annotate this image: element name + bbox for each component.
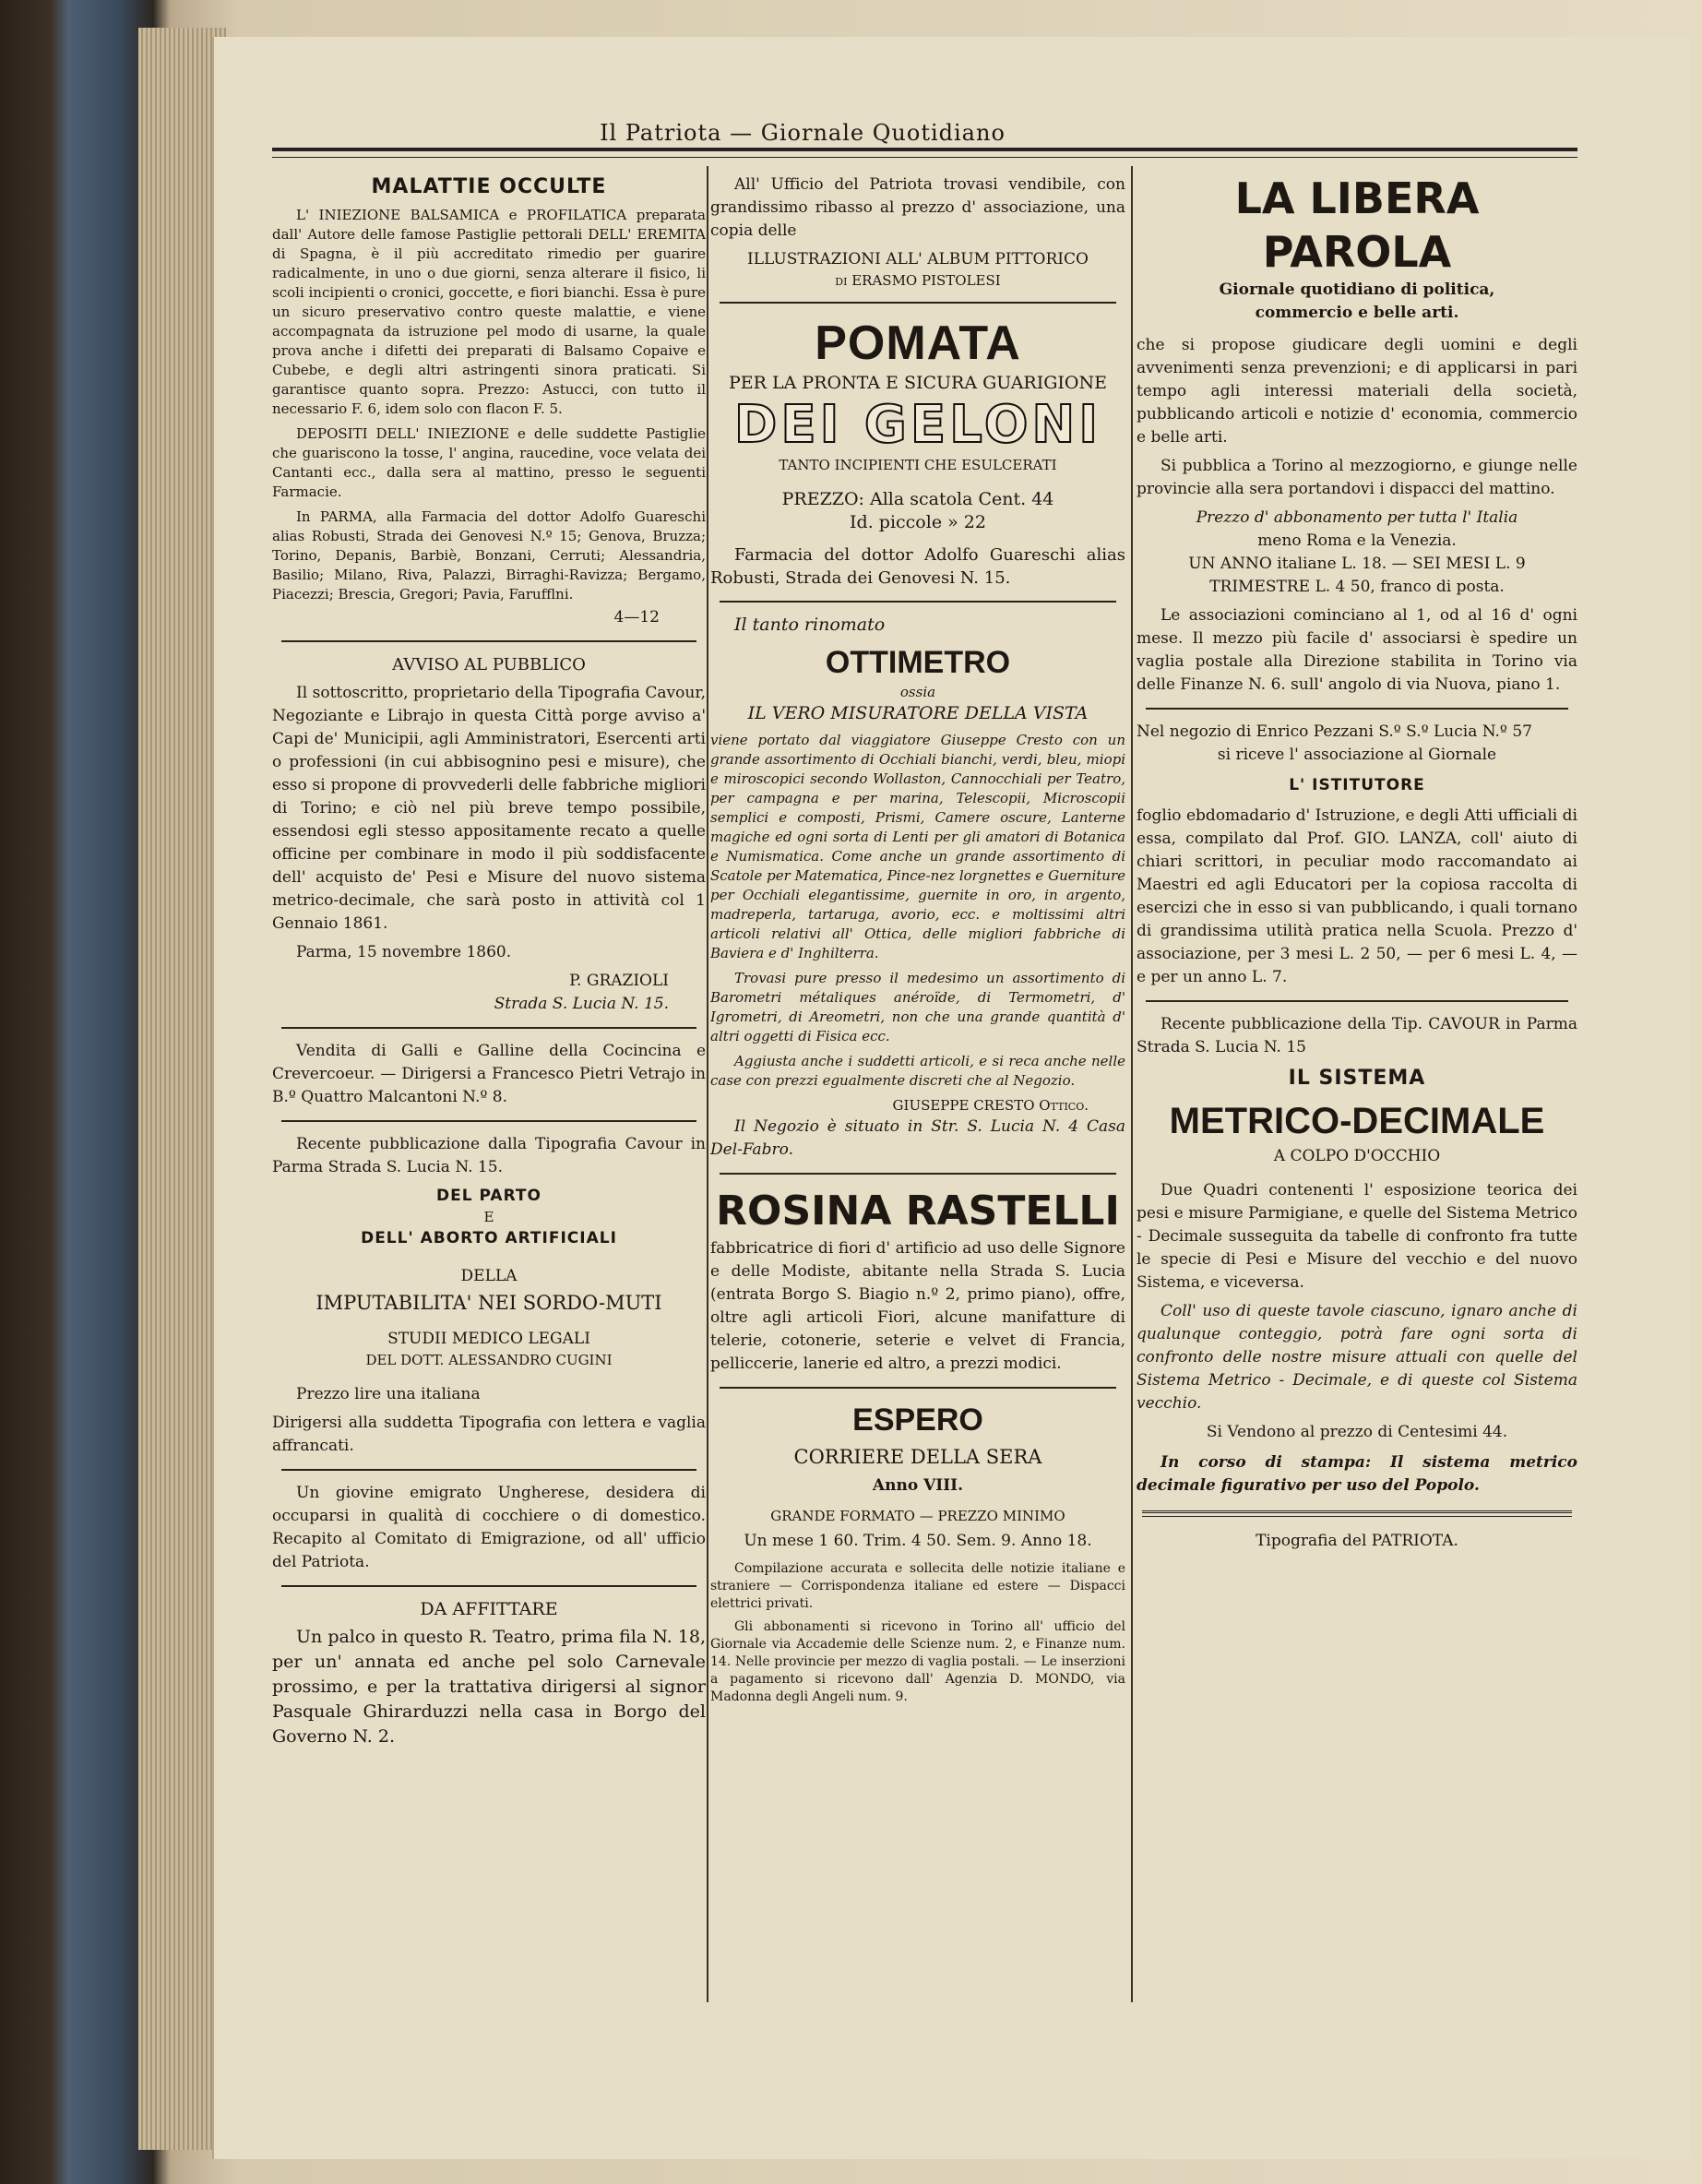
ufficio-author: di ERASMO PISTOLESI: [835, 272, 1001, 289]
istitutore-body: foglio ebdomadario d' Istruzione, e degli Atti ufficiali di essa, compilato dal Prof. GIO. LANZA, coll' aiuto di chiari scrittori, in peculiar modo raccomandato ai Maestri ed agli Educatori per la copiosa raccolta di esercizi che in esso si van pubblicando, i quali tornano di grandissima utilità pratica nella Scuola. Prezzo d' associazione, per 3 mesi L. 2 50, — per 6 mesi L. 4, — e per un anno L. 7.: [1137, 806, 1577, 986]
parto-contact: Dirigersi alla suddetta Tipografia con lettera e vaglia affrancati.: [272, 1414, 706, 1455]
pomata-small: TANTO INCIPIENTI CHE ESULCERATI: [779, 457, 1057, 473]
parto-title-3: DELL' ABORTO ARTIFICIALI: [361, 1229, 617, 1247]
parto-price: Prezzo lire una italiana: [296, 1385, 481, 1403]
sistema-p4: In corso di stampa: Il sistema metrico decimale figurativo per uso del Popolo.: [1137, 1453, 1577, 1495]
libera-p4: meno Roma e la Venezia.: [1257, 531, 1457, 550]
istitutore-intro-1: Nel negozio di Enrico Pezzani S.º S.º Lucia N.º 57: [1137, 722, 1532, 741]
running-title: Il Patriota — Giornale Quotidiano: [600, 120, 1006, 146]
libera-sub-1: Giornale quotidiano di politica,: [1219, 280, 1495, 299]
affittare-title: DA AFFITTARE: [420, 1599, 558, 1619]
sistema-title-1: IL SISTEMA: [1288, 1067, 1426, 1090]
ottimetro-sub: IL VERO MISURATORE DELLA VISTA: [747, 703, 1089, 723]
istitutore-title: L' ISTITUTORE: [1289, 776, 1425, 794]
divider: [281, 1120, 696, 1122]
affittare-body: Un palco in questo R. Teatro, prima fila N. 18, per un' annata ed anche pel solo Carnevale prossimo, e per la trattativa dirigersi al signor Pasquale Ghirarduzzi nella casa in Borgo del Governo N. 2.: [272, 1627, 706, 1747]
espero-p1: Compilazione accurata e sollecita delle notizie italiane e straniere — Corrispondenza italiane ed estere — Dispacci elettrici privati.: [710, 1561, 1125, 1611]
divider: [720, 1173, 1116, 1175]
espero-sub: CORRIERE DELLA SERA: [793, 1446, 1042, 1468]
parto-title-4: DELLA: [460, 1267, 518, 1285]
avviso-date: Parma, 15 novembre 1860.: [296, 943, 512, 961]
ottimetro-p2: Trovasi pure presso il medesimo un assortimento di Barometri métaliques anéroïde, di Termometri, d' Igrometri, di Areometri, non che una grande quantità d' altri oggetti di Fisica ecc.: [710, 970, 1125, 1044]
column-divider: [1131, 166, 1133, 2002]
ottimetro-p4: Il Negozio è situato in Str. S. Lucia N. 4 Casa Del-Fabro.: [710, 1117, 1125, 1159]
header-rule: [272, 148, 1577, 158]
libera-p5: UN ANNO italiane L. 18. — SEI MESI L. 9: [1188, 555, 1526, 573]
malattie-farmacie: In PARMA, alla Farmacia del dottor Adolfo Guareschi alias Robusti, Strada dei Genovesi N.º 15; Genova, Bruzza; Torino, Depanis, Barbiè, Bonzani, Cerruti; Alessandria, Basilio; Milano, Riva, Palazzi, Birraghi-Ravizza; Bergamo, Piacezzi; Brescia, Gregori; Pavia, Farufflni.: [272, 508, 706, 603]
malattie-ref: 4—12: [613, 608, 660, 627]
divider: [720, 1387, 1116, 1389]
libera-title: LA LIBERA PAROLA: [1234, 173, 1480, 277]
libera-p3: Prezzo d' abbonamento per tutta l' Italia: [1196, 508, 1518, 527]
pomata-pharmacy: Farmacia del dottor Adolfo Guareschi alias Robusti, Strada dei Genovesi N. 15.: [710, 545, 1125, 588]
ufficio-body: All' Ufficio del Patriota trovasi vendibile, con grandissimo ribasso al prezzo d' associazione, una copia delle: [710, 175, 1125, 240]
ottimetro-title: OTTIMETRO: [825, 645, 1011, 680]
divider: [281, 1469, 696, 1471]
ottimetro-p3: Aggiusta anche i suddetti articoli, e si reca anche nelle case con prezzi egualmente discreti che al Negozio.: [710, 1053, 1125, 1089]
parto-title-5: IMPUTABILITA' NEI SORDO-MUTI: [315, 1292, 662, 1314]
column-1: [272, 166, 706, 1990]
malattie-depositi: DEPOSITI DELL' INIEZIONE e delle suddette Pastiglie che guariscono la tosse, l' angina, raucedine, voce velata dei Cantanti ecc., dalla sera al mattino, presso le seguenti Farmacie.: [272, 425, 706, 500]
avviso-signer: P. GRAZIOLI: [569, 972, 669, 990]
divider: [281, 1027, 696, 1029]
sistema-p3: Si Vendono al prezzo di Centesimi 44.: [1206, 1423, 1508, 1441]
divider: [1146, 1000, 1568, 1002]
parto-title-2: E: [483, 1209, 494, 1225]
ufficio-title: ILLUSTRAZIONI ALL' ALBUM PITTORICO: [747, 250, 1089, 269]
sistema-title-3: A COLPO D'OCCHIO: [1273, 1147, 1441, 1165]
malattie-title: MALATTIE OCCULTE: [371, 175, 607, 198]
ottimetro-intro: Il tanto rinomato: [734, 615, 886, 635]
column-3: [1137, 166, 1577, 1990]
espero-format: GRANDE FORMATO — PREZZO MINIMO: [770, 1508, 1065, 1524]
pomata-title: POMATA: [815, 316, 1021, 370]
libera-p1: che si propose giudicare degli uomini e degli avvenimenti senza prevenzioni; e di applicarsi in pari tempo agli interessi materiali della società, pubblicando articoli e notizie d' economia, commercio e belle arti.: [1137, 336, 1577, 447]
parto-title-1: DEL PARTO: [436, 1187, 542, 1205]
sistema-p2: Coll' uso di queste tavole ciascuno, ignaro anche di qualunque conteggio, potrà fare ogni sorta di confronto delle nostre misure attuali con quelle del Sistema Metrico - Decimale, e di queste col Sistema vecchio.: [1137, 1302, 1577, 1413]
pomata-price-1: PREZZO: Alla scatola Cent. 44: [781, 489, 1054, 509]
footer-printer: Tipografia del PATRIOTA.: [1256, 1532, 1458, 1550]
divider: [281, 640, 696, 642]
avviso-body: Il sottoscritto, proprietario della Tipografia Cavour, Negoziante e Librajo in questa Città porge avviso a' Capi de' Municipii, agli Amministratori, Esercenti arti o professioni (in cui abbisognino pesi e misure), che esso si propone di provvederli delle fabbriche migliori di Torino; e ciò nel più breve tempo possibile, essendosi egli stesso appositamente recato a quelle officine per combinare in modo il più soddisfacente dell' acquisto de' Pesi e Misure del nuovo sistema metrico-decimale, che sarà posto in attività col 1 Gennaio 1861.: [272, 684, 706, 933]
galli-notice: Vendita di Galli e Galline della Cocincina e Crevercoeur. — Dirigersi a Francesco Pietri Vetrajo in B.º Quattro Malcantoni N.º 8.: [272, 1042, 706, 1106]
divider: [720, 302, 1116, 304]
pomata-price-2: Id. piccole » 22: [850, 512, 986, 532]
ottimetro-signer: GIUSEPPE CRESTO Ottico.: [892, 1097, 1089, 1114]
libera-p2: Si pubblica a Torino al mezzogiorno, e giunge nelle provincie alla sera portandovi i dispacci del mattino.: [1137, 457, 1577, 498]
espero-title: ESPERO: [852, 1402, 983, 1438]
divider: [720, 601, 1116, 603]
rosina-body: fabbricatrice di fiori d' artificio ad uso delle Signore e delle Modiste, abitante nella Strada S. Lucia (entrata Borgo S. Biagio n.º 2, primo piano), offre, oltre agli articoli Fiori, alcune manifatture di telerie, cotonerie, seterie e velvet di Francia, pelliccerie, lanerie ed altro, a prezzi modici.: [710, 1239, 1125, 1373]
ungherese-notice: Un giovine emigrato Ungherese, desidera di occuparsi in qualità di cocchiere o di domestico. Recapito al Comitato di Emigrazione, od all' ufficio del Patriota.: [272, 1484, 706, 1571]
espero-prices: Un mese 1 60. Trim. 4 50. Sem. 9. Anno 18.: [744, 1532, 1092, 1550]
avviso-title: AVVISO AL PUBBLICO: [392, 655, 586, 674]
pomata-sub: PER LA PRONTA E SICURA GUARIGIONE: [728, 373, 1107, 393]
parto-author: DEL DOTT. ALESSANDRO CUGINI: [365, 1352, 613, 1368]
avviso-address: Strada S. Lucia N. 15.: [494, 995, 669, 1013]
libera-p6: TRIMESTRE L. 4 50, franco di posta.: [1209, 578, 1505, 596]
ottimetro-p1: viene portato dal viaggiatore Giuseppe Cresto con un grande assortimento di Occhiali bianchi, verdi, bleu, miopi e miroscopici secondo Wollaston, Cannocchiali per Teatro, per campagna e per marina, Telescopii, Microscopii semplici e composti, Prismi, Camere oscure, Lanterne magiche ed ogni sorta di Lenti per gli amatori di Botanica e Numismatica. Come anche un grande assortimento di Scatole per Matematica, Pince-nez lorgnettes e Guerniture per Occhiali elegantissime, guernite in oro, in argento, madreperla, tartaruga, avorio, ecc. e moltissimi altri articoli relativi all' Ottica, delle migliori fabbriche di Baviera e d' Inghilterra.: [710, 732, 1125, 961]
malattie-paragraph: L' INIEZIONE BALSAMICA e PROFILATICA preparata dall' Autore delle famose Pastiglie pettorali DELL' EREMITA di Spagna, è il più accreditato rimedio per guarire radicalmente, in uno o due giorni, senza alterare il fisico, li scoli incipienti o cronici, goccette, e fiori bianchi. Essa è pure un sicuro preservativo contro queste malattie, e viene accompagnata da istruzione pel modo di usarne, la quale prova anche i difetti dei preparati di Balsamo Copaive e Cubebe, e degli altri astringenti sinora praticati. Si garantisce quanto sopra. Prezzo: Astucci, con tutto il necessario F. 6, idem solo con flacon F. 5.: [272, 207, 706, 417]
libera-p7: Le associazioni cominciano al 1, od al 16 d' ogni mese. Il mezzo più facile d' associarsi è spedire un vaglia postale alla Direzione stabilita in Torino via delle Finanze N. 6. sull' angolo di via Nuova, piano 1.: [1137, 606, 1577, 694]
ottimetro-ossia: ossia: [899, 684, 936, 700]
parto-intro: Recente pubblicazione dalla Tipografia Cavour in Parma Strada S. Lucia N. 15.: [272, 1135, 706, 1176]
rosina-title: ROSINA RASTELLI: [716, 1187, 1120, 1235]
parto-title-6: STUDII MEDICO LEGALI: [387, 1330, 590, 1348]
sistema-title-2: METRICO-DECIMALE: [1169, 1101, 1545, 1141]
sistema-intro: Recente pubblicazione della Tip. CAVOUR in Parma Strada S. Lucia N. 15: [1137, 1015, 1577, 1056]
istitutore-intro-2: si riceve l' associazione al Giornale: [1217, 746, 1497, 764]
divider: [1142, 1510, 1572, 1517]
espero-p2: Gli abbonamenti si ricevono in Torino all' ufficio del Giornale via Accademie delle Scienze num. 2, e Finanze num. 14. Nelle provincie per mezzo di vaglia postali. — Le inserzioni a pagamento si ricevono dall' Agenzia D. MONDO, via Madonna degli Angeli num. 9.: [710, 1619, 1125, 1704]
column-2: [710, 166, 1125, 1990]
divider: [281, 1585, 696, 1587]
column-divider: [707, 166, 708, 2002]
espero-anno: Anno VIII.: [872, 1476, 964, 1495]
libera-sub-2: commercio e belle arti.: [1255, 304, 1459, 322]
sistema-p1: Due Quadri contenenti l' esposizione teorica dei pesi e misure Parmigiane, e quelle del Sistema Metrico - Decimale susseguita da tabelle di confronto fra tutte le specie di Pesi e Misure del vecchio e del nuovo Sistema, e viceversa.: [1137, 1181, 1577, 1292]
divider: [1146, 708, 1568, 710]
pomata-geloni: DEI GELONI: [733, 395, 1102, 455]
